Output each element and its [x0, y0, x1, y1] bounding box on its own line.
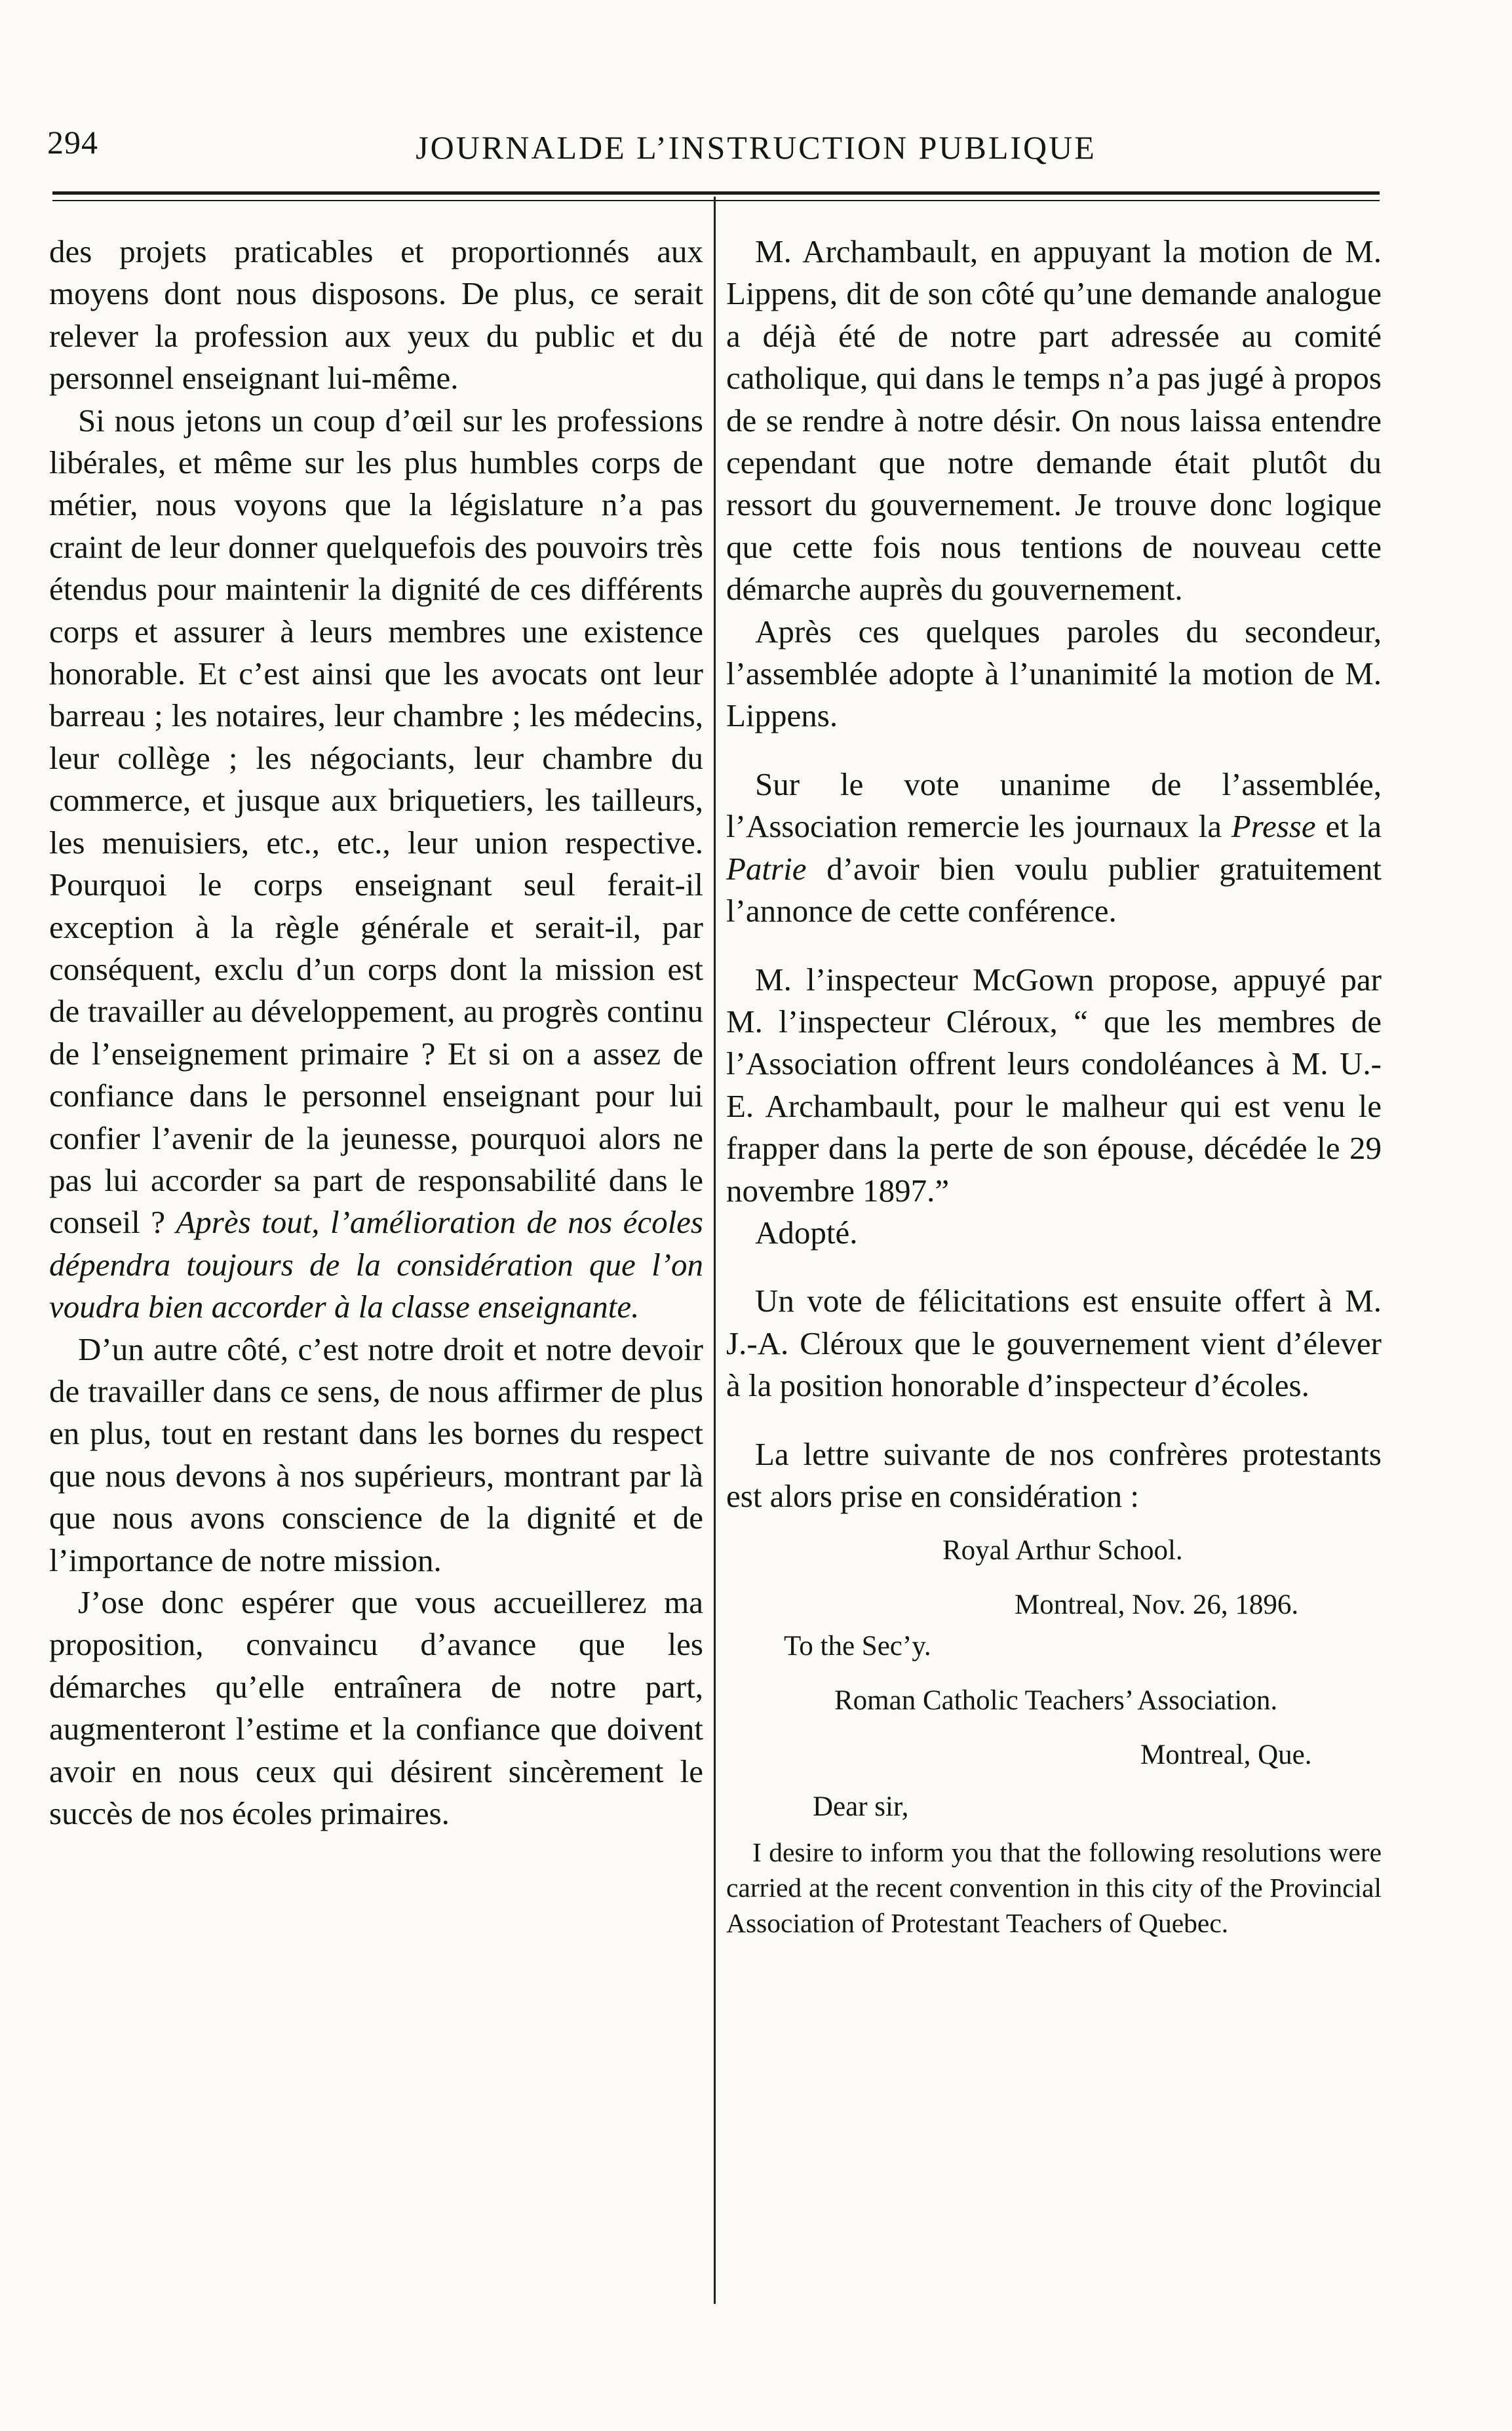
letter-body: I desire to inform you that the following resolutions were carried at the recent convention in this city of the Provincial Association of Protestant Teachers of Quebec.: [726, 1837, 1382, 1939]
right-paragraph-7: La lettre suivante de nos confrères protestants est alors prise en considération :: [726, 1435, 1382, 1514]
left-paragraph-1: des projets praticables et proportionnés aux moyens dont nous disposons. De plus, ce serait relever la profession aux yeux du public et du personnel enseignant lui-même.: [49, 233, 703, 397]
right-paragraph-6: Un vote de félicitations est ensuite offert à M. J.-A. Cléroux que le gouvernement vient d’élever à la position honorable d’inspecteur d’écoles.: [726, 1283, 1382, 1404]
right-paragraph-3-c: d’avoir bien voulu publier gratuitement l’annonce de cette conférence.: [726, 850, 1382, 929]
right-paragraph-1: M. Archambault, en appuyant la motion de M. Lippens, dit de son côté qu’une demande analogue a déjà été de notre part adressée au comité catholique, qui dans le temps n’a pas jugé à propos de se rendre à notre désir. On nous laissa entendre cependant que notre demande était plutôt du ressort du gouvernement. Je trouve donc logique que cette fois nous tentions de nouveau cette démarche auprès du gouvernement.: [726, 233, 1382, 608]
header-rule-thick: [52, 191, 1380, 195]
letter-salutation: Dear sir,: [813, 1791, 909, 1823]
right-paragraph-5: Adopté.: [755, 1214, 858, 1251]
right-paragraph-3-b: et la: [1315, 808, 1382, 845]
header-rule-thin: [52, 200, 1380, 201]
column-divider: [714, 197, 716, 2304]
protestant-letter: [726, 1532, 1382, 1941]
left-paragraph-4: J’ose donc espérer que vous accueillerez ma proposition, convaincu d’avance que les démarches qu’elle entraînera de notre part, augmenteront l’estime et la confiance que doivent avoir en nous ceux qui désirent sincèrement le succès de nos écoles primaires.: [49, 1584, 703, 1832]
letter-organization: Roman Catholic Teachers’ Association.: [834, 1685, 1278, 1717]
right-paragraph-3: [726, 764, 1382, 933]
left-paragraph-2: [49, 400, 703, 1329]
right-column: [726, 231, 1382, 1941]
letter-school: Royal Arthur School.: [942, 1535, 1183, 1566]
presse-title: Presse: [1231, 808, 1316, 845]
letter-to: To the Sec’y.: [784, 1631, 931, 1662]
right-paragraph-2: Après ces quelques paroles du secondeur, l’assemblée adopte à l’unanimité la motion de M. Lippens.: [726, 613, 1382, 734]
right-paragraph-4: M. l’inspecteur McGown propose, appuyé par M. l’inspecteur Cléroux, “ que les membres de l’Association offrent leurs condoléances à M. U.-E. Archambault, pour le malheur qui est venu le frapper dans la perte de son épouse, décédée le 29 novembre 1897.”: [726, 961, 1382, 1209]
letter-city: Montreal, Que.: [1140, 1740, 1312, 1771]
page-number: 294: [47, 124, 98, 161]
running-head: JOURNALDE L’INSTRUCTION PUBLIQUE: [416, 129, 1096, 166]
right-paragraph-3-a: Sur le vote unanime de l’assemblée, l’Association remercie les journaux la: [726, 766, 1382, 845]
letter-date: Montreal, Nov. 26, 1896.: [1015, 1589, 1299, 1621]
patrie-title: Patrie: [726, 850, 807, 887]
left-column: [49, 231, 703, 1835]
left-paragraph-2-text: Si nous jetons un coup d’œil sur les professions libérales, et même sur les plus humbles corps de métier, nous voyons que la législature n’a pas craint de leur donner quelquefois des pouvoirs très étendus pour maintenir la dignité de ces différents corps et assurer à leurs membres une existence honorable. Et c’est ainsi que les avocats ont leur barreau ; les notaires, leur chambre ; les médecins, leur collège ; les négociants, leur chambre du commerce, et jusque aux briquetiers, les tailleurs, les menuisiers, etc., etc., leur union respective. Pourquoi le corps enseignant seul ferait-il exception à la règle générale et serait-il, par conséquent, exclu d’un corps dont la mission est de travailler au développement, au progrès continu de l’enseignement primaire ? Et si on a assez de confiance dans le personnel enseignant pour lui confier l’avenir de la jeunesse, pourquoi alors ne pas lui accorder sa part de responsabilité dans le conseil ?: [49, 402, 703, 1241]
left-paragraph-3: D’un autre côté, c’est notre droit et notre devoir de travailler dans ce sens, de nous affirmer de plus en plus, tout en restant dans les bornes du respect que nous devons à nos supérieurs, montrant par là que nous avons conscience de la dignité et de l’importance de notre mission.: [49, 1331, 703, 1578]
left-paragraph-2-italic: Après tout, l’amélioration de nos écoles dépendra toujours de la considération que l’on voudra bien accorder à la classe enseignante.: [49, 1204, 703, 1325]
